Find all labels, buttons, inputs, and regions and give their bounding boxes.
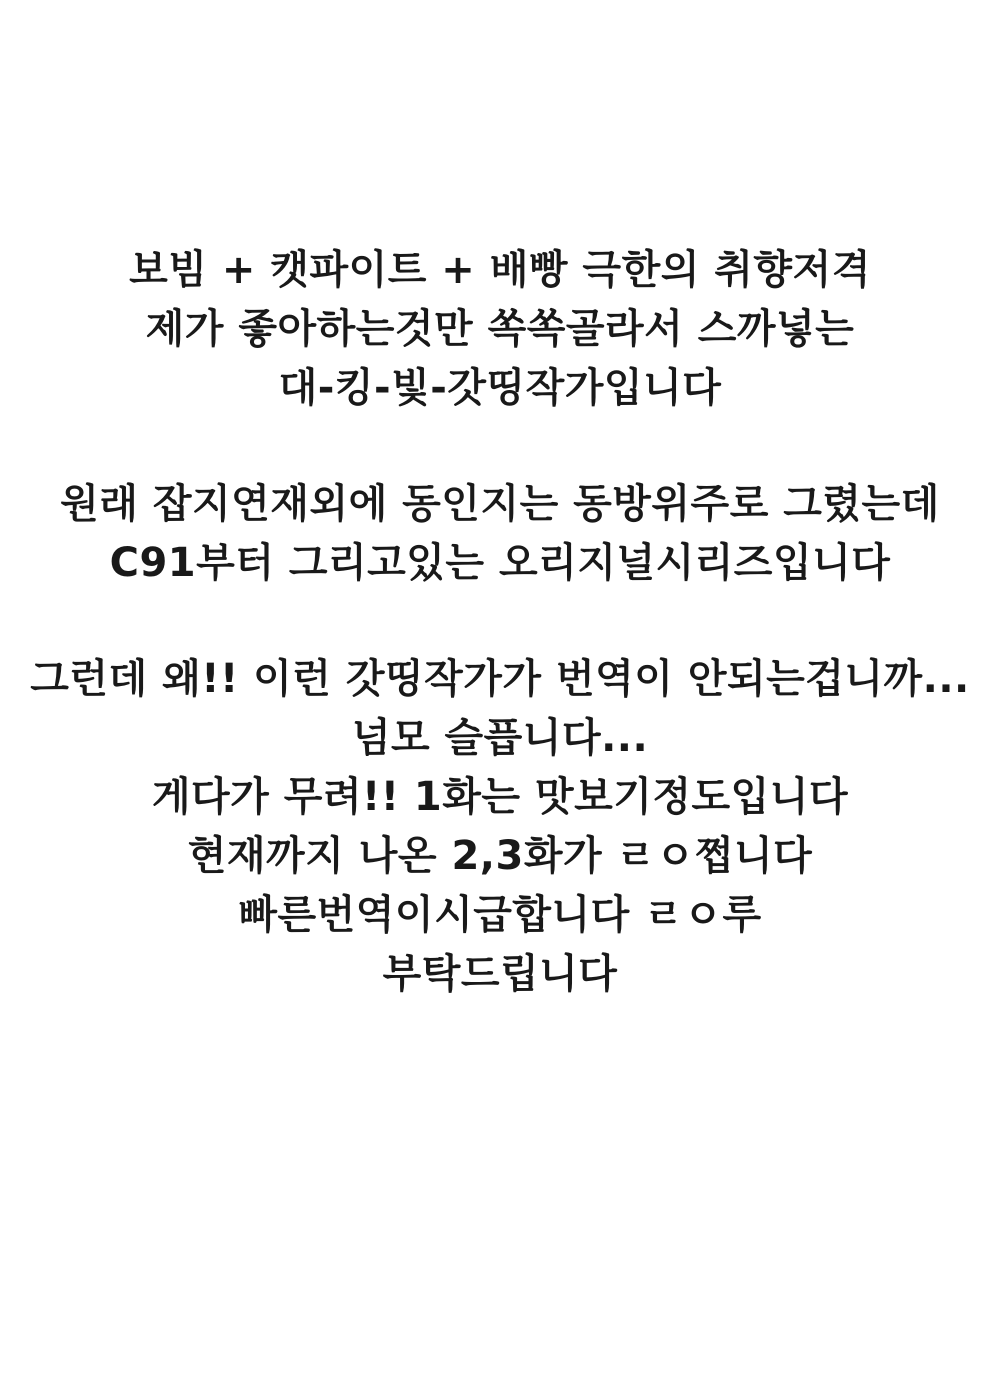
text-line: 보빔 + 캣파이트 + 배빵 극한의 취향저격 bbox=[129, 247, 871, 293]
text-line: C91부터 그리고있는 오리지널시리즈입니다 bbox=[109, 540, 891, 586]
text-line: 그런데 왜!! 이런 갓띵작가가 번역이 안되는겁니까... bbox=[30, 656, 970, 702]
text-line: 원래 잡지연재외에 동인지는 동방위주로 그렸는데 bbox=[60, 481, 940, 527]
translator-note bbox=[0, 241, 1000, 1004]
text-line: 현재까지 나온 2,3화가 ㄹㅇ쩝니다 bbox=[187, 833, 813, 879]
paragraph-series-background bbox=[0, 475, 1000, 593]
paragraph-translation-plea bbox=[0, 650, 1000, 1004]
text-line: 부탁드립니다 bbox=[382, 951, 618, 997]
text-line: 제가 좋아하는것만 쏙쏙골라서 스까넣는 bbox=[145, 306, 855, 352]
text-line: 빠른번역이시급합니다 ㄹㅇ루 bbox=[238, 892, 762, 938]
text-line: 게다가 무려!! 1화는 맛보기정도입니다 bbox=[151, 774, 849, 820]
text-line: 넘모 슬픕니다... bbox=[351, 715, 649, 761]
paragraph-author-intro bbox=[0, 241, 1000, 418]
text-line: 대-킹-빛-갓띵작가입니다 bbox=[278, 365, 722, 411]
